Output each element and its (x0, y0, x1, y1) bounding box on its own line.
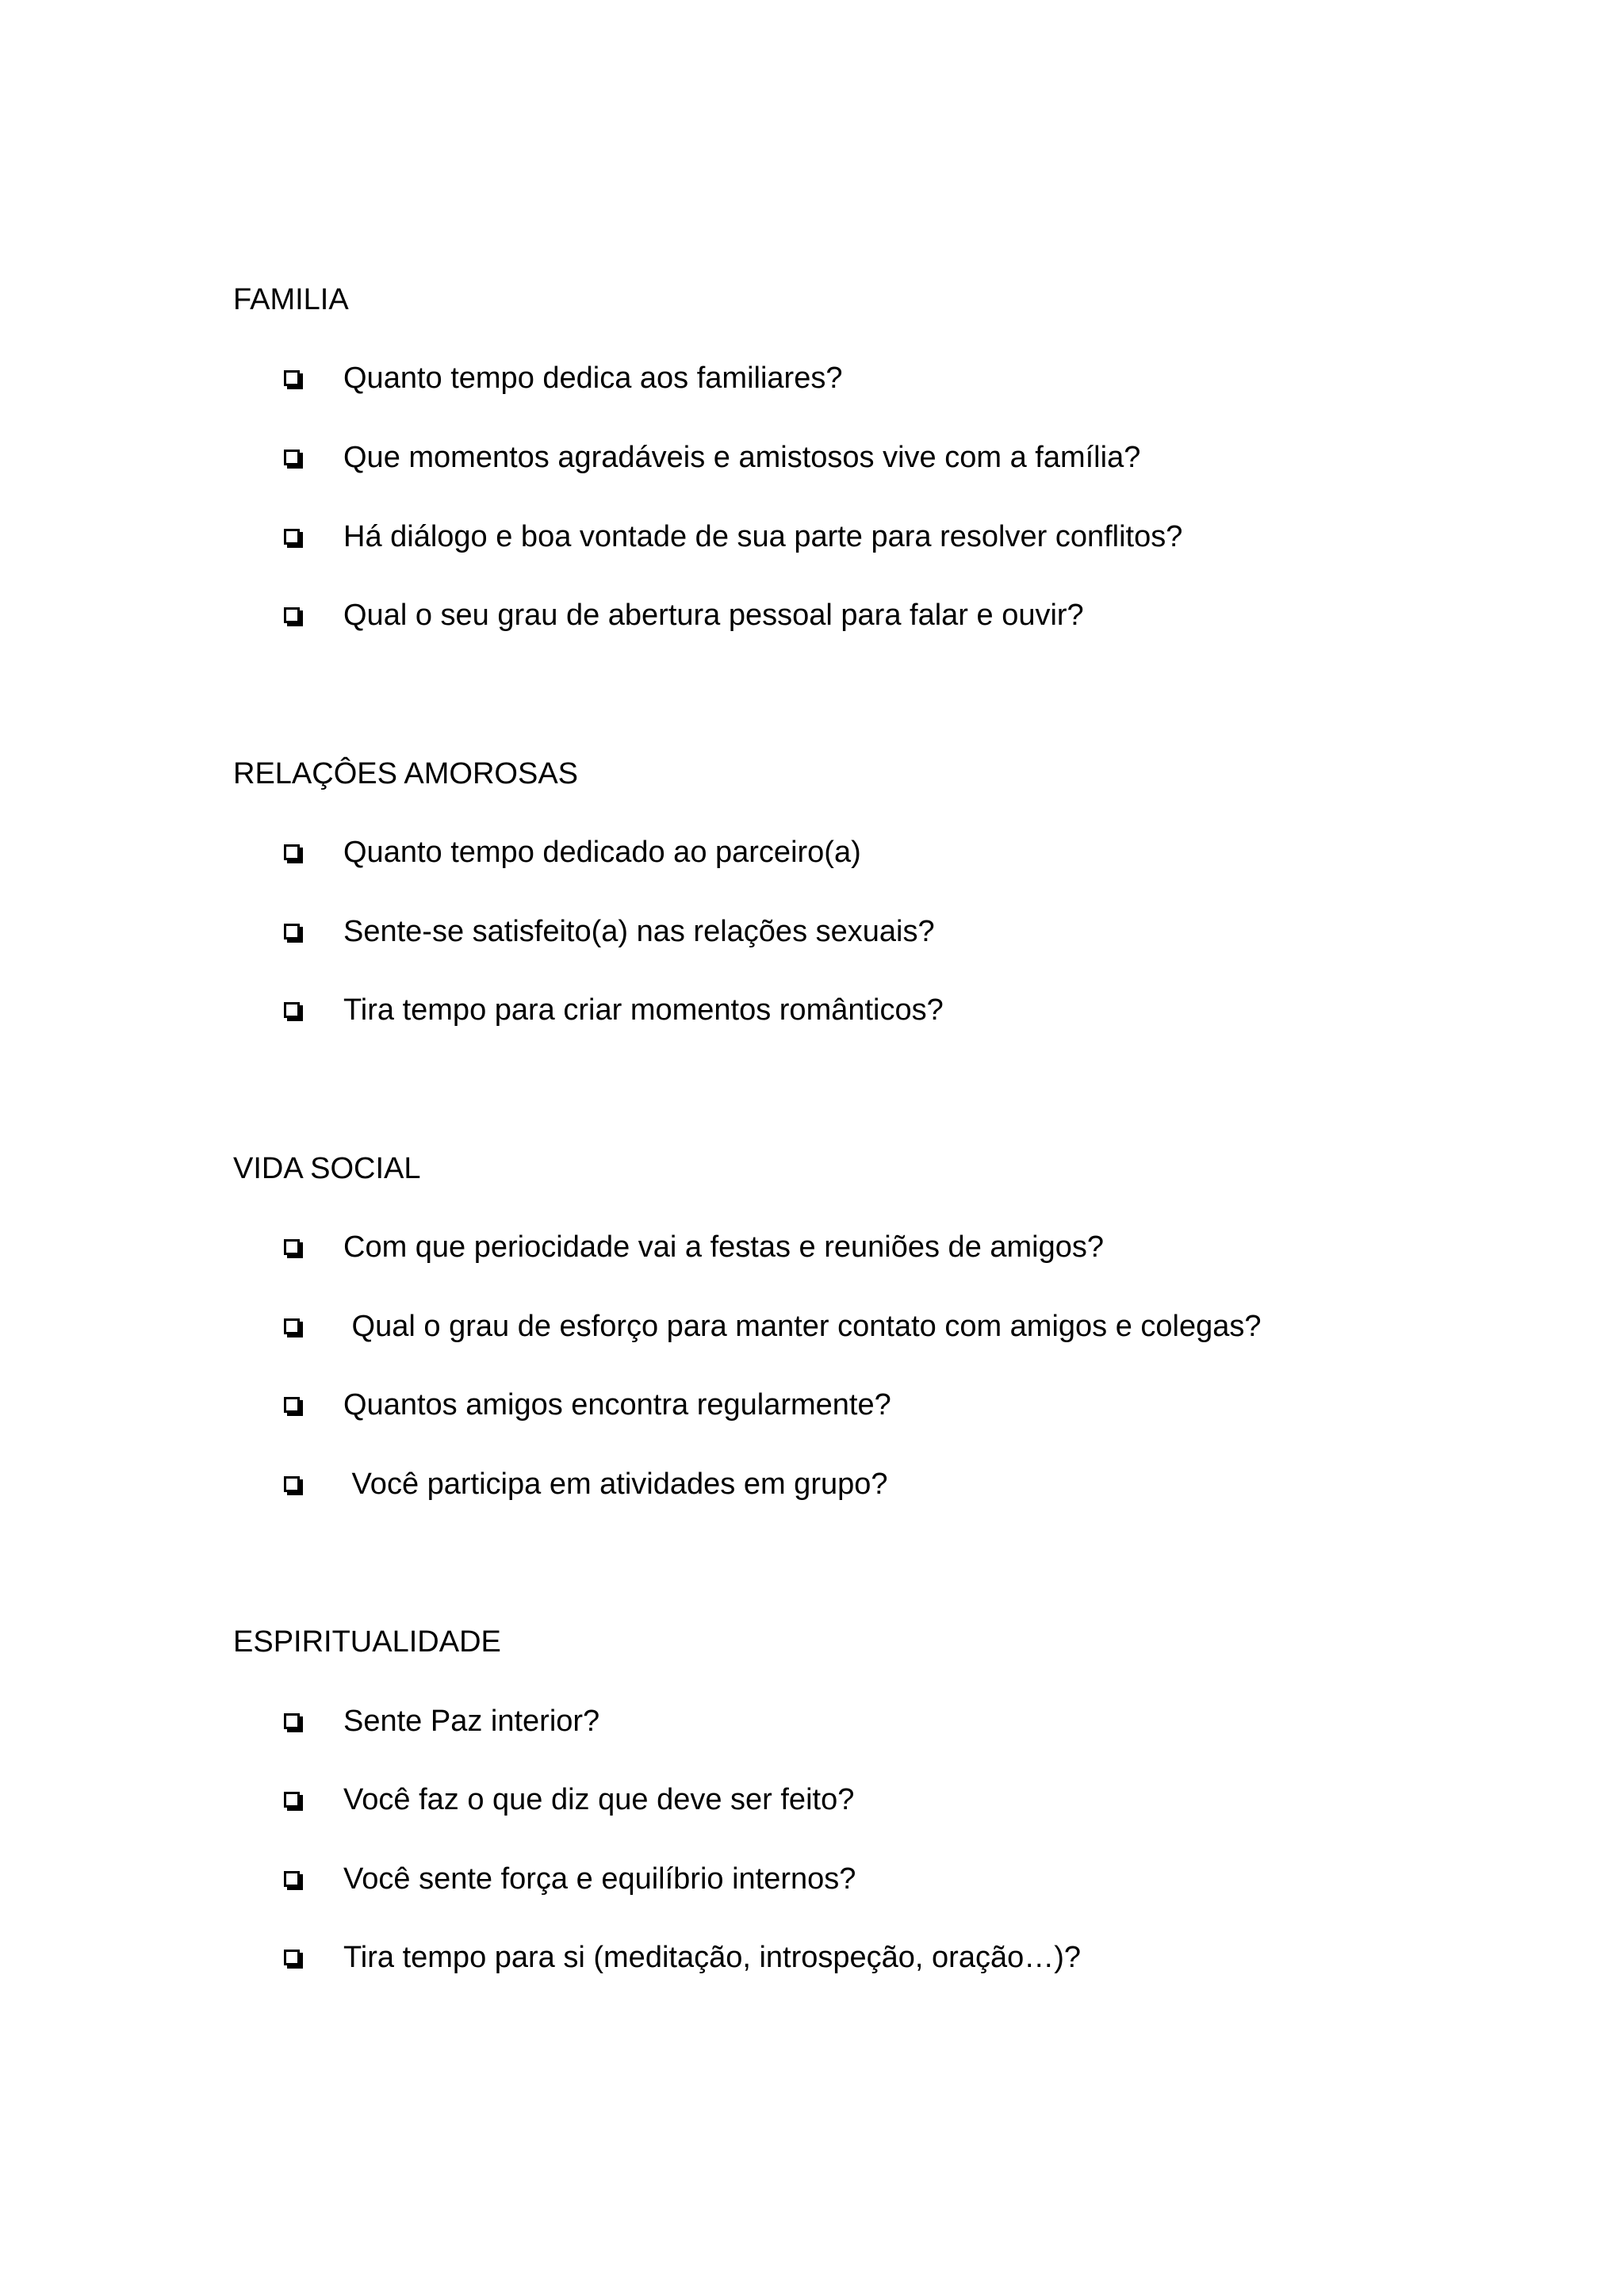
checkbox-icon[interactable] (284, 370, 300, 386)
checklist-item-text: Há diálogo e boa vontade de sua parte para resolver conflitos? (343, 520, 1183, 553)
checklist-item (284, 1940, 1081, 1975)
checklist-item-text: Você participa em atividades em grupo? (343, 1468, 888, 1501)
checklist-item-text: Sente-se satisfeito(a) nas relações sexuais? (343, 915, 935, 948)
section-heading-espiritualidade: ESPIRITUALIDADE (233, 1625, 501, 1659)
checklist-item-text: Você sente força e equilíbrio internos? (343, 1862, 856, 1896)
checklist-item-text: Tira tempo para si (meditação, introspeção, oração…)? (343, 1941, 1082, 1974)
checkbox-icon[interactable] (284, 1239, 300, 1255)
checkbox-icon[interactable] (284, 1792, 300, 1808)
checkbox-icon[interactable] (284, 1002, 300, 1018)
checkbox-icon[interactable] (284, 1476, 300, 1492)
checklist-item (284, 519, 1182, 554)
checklist-item-text: Quantos amigos encontra regularmente? (343, 1388, 891, 1422)
checklist-item-text: Sente Paz interior? (343, 1705, 600, 1738)
checklist-item-text: Você faz o que diz que deve ser feito? (343, 1783, 855, 1816)
checkbox-icon[interactable] (284, 607, 300, 623)
checklist-item-text: Quanto tempo dedicado ao parceiro(a) (343, 836, 861, 869)
checklist-item (284, 1309, 1262, 1344)
checklist-item-text: Com que periocidade vai a festas e reuniões de amigos? (343, 1230, 1105, 1264)
checklist-item (284, 361, 842, 396)
checklist-item (284, 1862, 856, 1896)
checkbox-icon[interactable] (284, 1318, 300, 1334)
checklist-item-text: Que momentos agradáveis e amistosos vive com a família? (343, 441, 1141, 474)
section-heading-vida-social: VIDA SOCIAL (233, 1152, 421, 1185)
section-heading-relacoes-amorosas: RELAÇÔES AMOROSAS (233, 757, 579, 790)
checkbox-icon[interactable] (284, 450, 300, 465)
checklist-item (284, 1782, 854, 1817)
checkbox-icon[interactable] (284, 1713, 300, 1729)
checkbox-icon[interactable] (284, 844, 300, 860)
checklist-item (284, 1230, 1104, 1265)
checklist-item-text: Qual o grau de esforço para manter contato com amigos e colegas? (343, 1310, 1262, 1343)
checklist-item (284, 993, 944, 1027)
checklist-item (284, 835, 861, 870)
checklist-item-text: Tira tempo para criar momentos românticos? (343, 993, 944, 1027)
checklist-item-text: Qual o seu grau de abertura pessoal para falar e ouvir? (343, 599, 1084, 632)
checklist-item (284, 1704, 599, 1739)
checklist-item (284, 1467, 888, 1502)
checkbox-icon[interactable] (284, 1397, 300, 1413)
section-heading-familia: FAMILIA (233, 283, 349, 316)
checklist-item (284, 914, 935, 949)
checkbox-icon[interactable] (284, 924, 300, 939)
checkbox-icon[interactable] (284, 1950, 300, 1965)
checklist-item-text: Quanto tempo dedica aos familiares? (343, 362, 843, 395)
checklist-item (284, 598, 1084, 633)
checkbox-icon[interactable] (284, 1871, 300, 1887)
checklist-item (284, 1387, 891, 1422)
checklist-item (284, 440, 1140, 475)
checkbox-icon[interactable] (284, 529, 300, 545)
